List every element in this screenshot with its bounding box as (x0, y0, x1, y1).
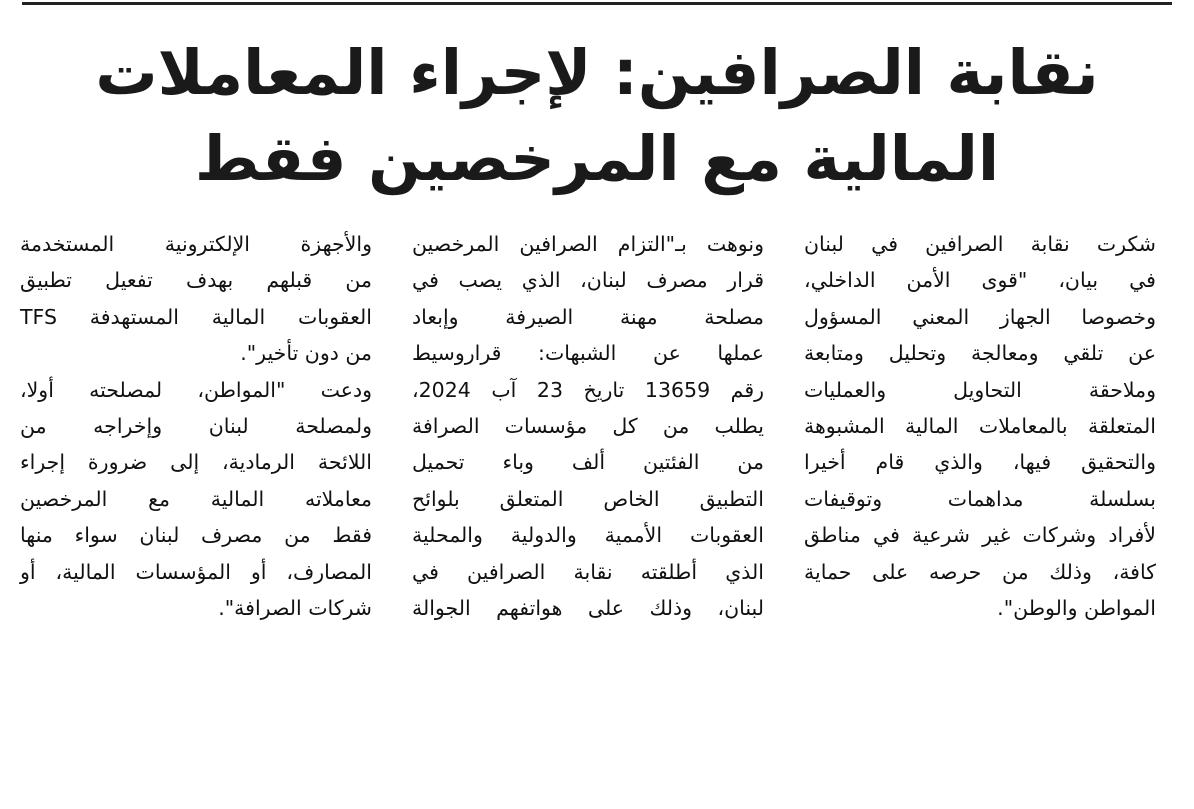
top-rule (22, 2, 1172, 5)
text-line: والتحقيق فيها، والذي قام أخيرا (804, 450, 1156, 475)
text-line: بسلسلة مداهمات وتوقيفات (804, 486, 1156, 511)
text-line: شكرت نقابة الصرافين في لبنان (804, 232, 1156, 256)
text-line: عن تلقي ومعالجة وتحليل ومتابعة (804, 341, 1156, 366)
text-line: كافة، وذلك من حرصه على حماية (804, 559, 1156, 584)
text-line: والأجهزة الإلكترونية المستخدمة (20, 232, 372, 256)
article-column-1 (804, 226, 1156, 626)
text-line: فقط من مصرف لبنان سواء منها (20, 523, 372, 548)
article-column-3 (20, 226, 372, 626)
text-line: المواطن والوطن". (997, 596, 1156, 621)
text-line: عملها عن الشبهات: قراروسيط (412, 341, 764, 366)
text-line: مصلحة مهنة الصيرفة وإبعاد (412, 304, 764, 329)
text-line: لبنان، وذلك على هواتفهم الجوالة (412, 596, 764, 621)
text-line: اللائحة الرمادية، إلى ضرورة إجراء (20, 450, 372, 475)
text-line: الذي أطلقته نقابة الصرافين في (412, 559, 764, 584)
text-line: ودعت "المواطن، لمصلحته أولا، (20, 377, 372, 402)
text-line: شركات الصرافة". (218, 596, 372, 621)
text-line: العقوبات المالية المستهدفة TFS (20, 304, 372, 329)
headline-line-1: نقابة الصرافين: لإجراء المعاملات (95, 36, 1099, 109)
text-line: وملاحقة التحاويل والعمليات (804, 377, 1156, 402)
text-line: من قبلهم بهدف تفعيل تطبيق (20, 268, 372, 293)
text-line: معاملاته المالية مع المرخصين (20, 486, 372, 511)
text-line: من الفئتين ألف وباء تحميل (412, 450, 764, 475)
text-line: في بيان، "قوى الأمن الداخلي، (804, 268, 1156, 293)
text-line: التطبيق الخاص المتعلق بلوائح (412, 486, 764, 511)
text-line: لأفراد وشركات غير شرعية في مناطق (804, 523, 1156, 548)
text-line: وخصوصا الجهاز المعني المسؤول (804, 304, 1156, 329)
text-line: رقم 13659 تاريخ 23 آب 2024، (412, 377, 765, 402)
text-line: العقوبات الأممية والدولية والمحلية (412, 523, 764, 548)
text-line: يطلب من كل مؤسسات الصرافة (412, 414, 764, 439)
text-line: ونوهت بـ"التزام الصرافين المرخصين (412, 232, 764, 256)
text-line: ولمصلحة لبنان وإخراجه من (20, 414, 372, 439)
text-line: المتعلقة بالمعاملات المالية المشبوهة (804, 414, 1156, 439)
text-line: من دون تأخير". (240, 341, 372, 366)
text-line: قرار مصرف لبنان، الذي يصب في (412, 268, 764, 293)
headline-line-2: المالية مع المرخصين فقط (194, 122, 1000, 195)
text-line: المصارف، أو المؤسسات المالية، أو (20, 559, 372, 584)
article-headline (22, 30, 1172, 202)
article-column-2 (412, 226, 764, 626)
